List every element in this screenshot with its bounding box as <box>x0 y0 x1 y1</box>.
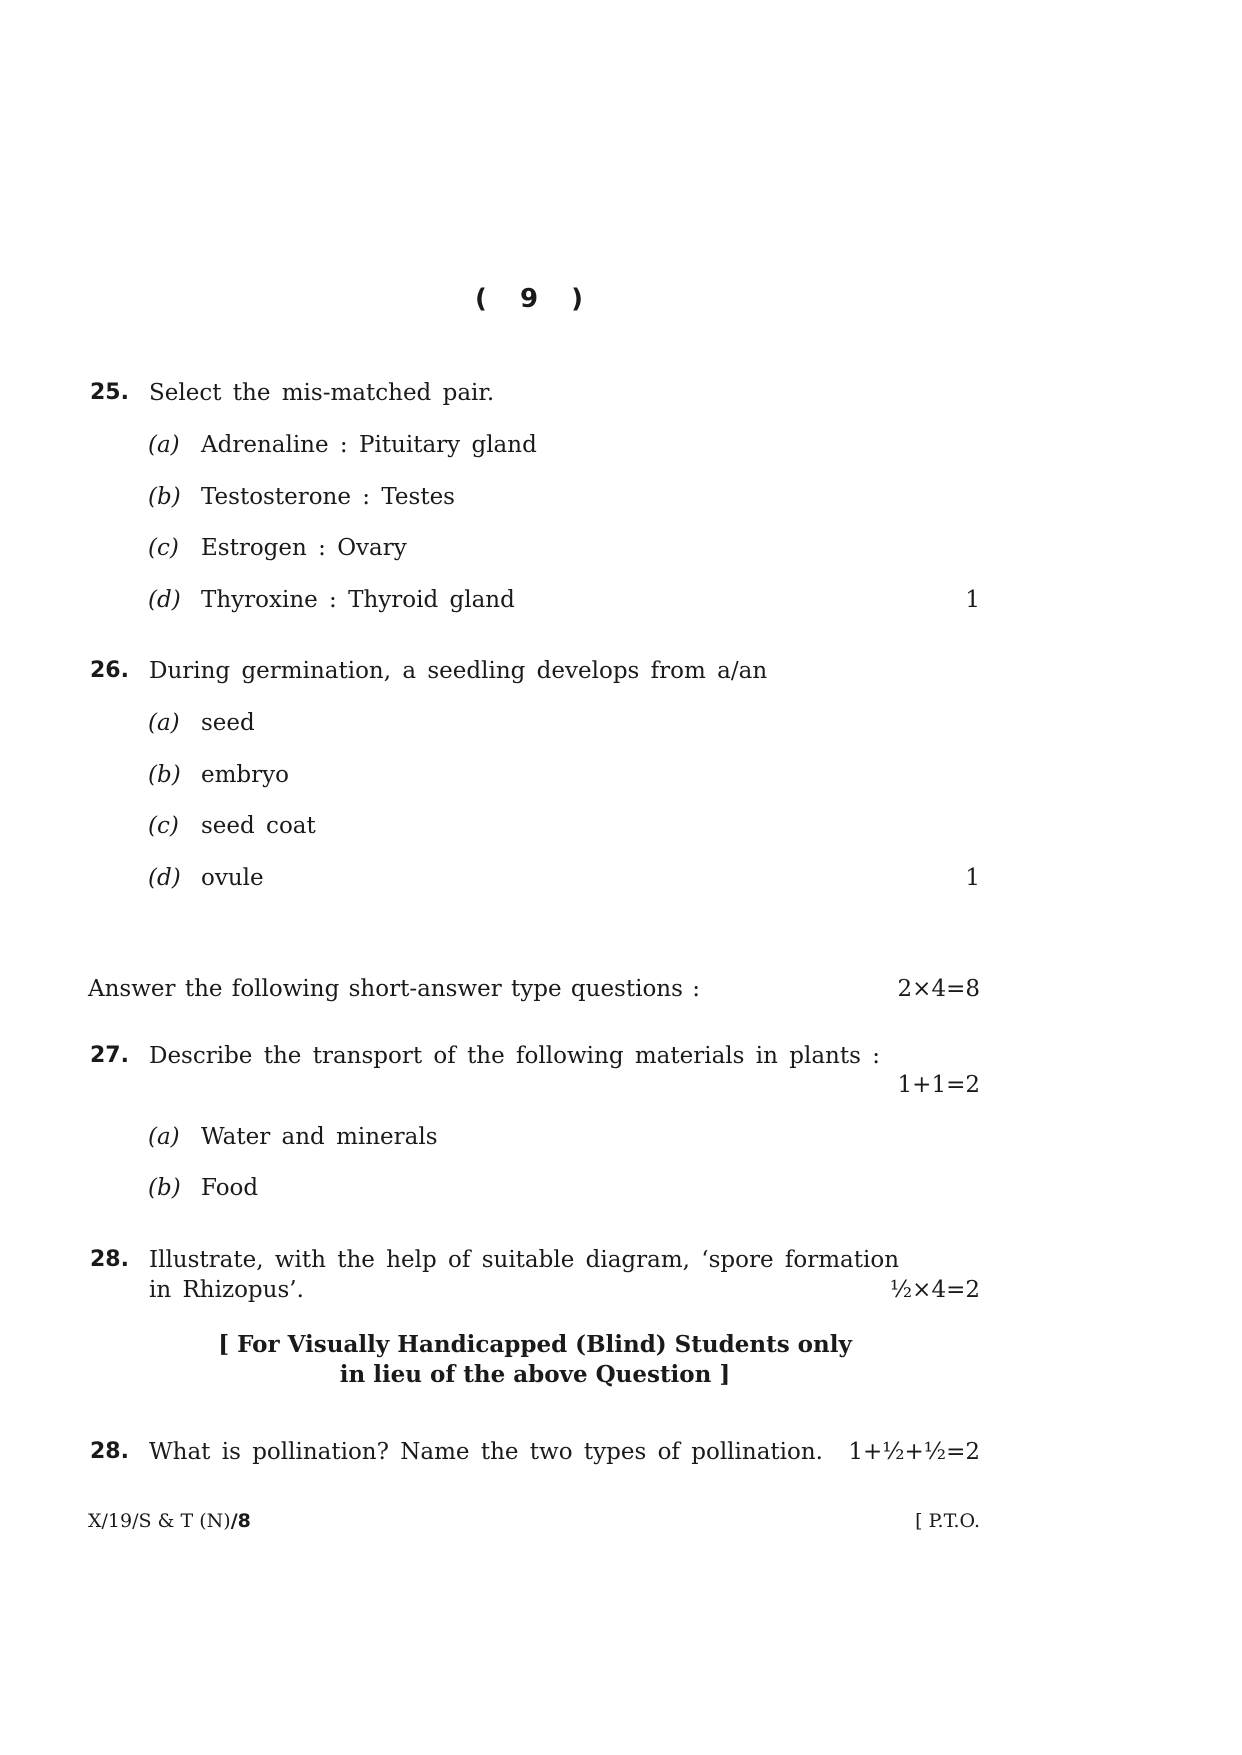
paper-code-suffix: /8 <box>230 1510 251 1532</box>
option-text: Food <box>201 1175 259 1201</box>
option-label: (b) <box>148 484 181 510</box>
option-label: (a) <box>148 710 180 736</box>
section-marks: 2×4=8 <box>897 976 980 1002</box>
option-a <box>148 1122 438 1152</box>
option-c <box>148 533 407 563</box>
marks: 1+½+½=2 <box>848 1439 980 1465</box>
question-27 <box>90 1041 980 1071</box>
notice-line2: in lieu of the above Question ] <box>339 1361 731 1388</box>
question-26 <box>90 656 980 686</box>
section-instruction: Answer the following short-answer type questions : <box>88 976 700 1002</box>
option-text: ovule <box>201 865 264 891</box>
question-text: Describe the transport of the following materials in plants : <box>149 1043 880 1069</box>
option-text: Testosterone : Testes <box>201 484 455 510</box>
option-a <box>148 708 255 738</box>
question-text: During germination, a seedling develops from a/an <box>149 658 768 684</box>
question-28-alternate <box>90 1437 980 1467</box>
option-c <box>148 811 316 841</box>
question-number: 28. <box>90 1439 129 1464</box>
option-label: (b) <box>148 1175 181 1201</box>
option-text: Water and minerals <box>201 1124 438 1150</box>
option-d <box>148 863 264 893</box>
option-label: (a) <box>148 432 180 458</box>
paper-code-text: X/19/S & T (N) <box>88 1510 231 1532</box>
question-number: 27. <box>90 1043 129 1068</box>
option-a <box>148 430 537 460</box>
option-label: (a) <box>148 1124 180 1150</box>
option-text: embryo <box>201 762 289 788</box>
question-number: 25. <box>90 380 129 405</box>
notice-line1: [ For Visually Handicapped (Blind) Students only <box>218 1331 852 1358</box>
option-d <box>148 585 515 615</box>
marks: 1 <box>965 587 980 613</box>
question-28 <box>90 1245 980 1305</box>
marks: ½×4=2 <box>889 1277 980 1303</box>
question-25 <box>90 378 980 408</box>
marks: 1 <box>965 865 980 891</box>
pto-note: [ P.T.O. <box>915 1510 980 1532</box>
option-text: Adrenaline : Pituitary gland <box>201 432 537 458</box>
question-number: 26. <box>90 658 129 683</box>
option-b <box>148 482 455 512</box>
marks: 1+1=2 <box>897 1072 980 1098</box>
option-label: (b) <box>148 762 181 788</box>
option-text: Thyroxine : Thyroid gland <box>201 587 515 613</box>
option-label: (d) <box>148 587 181 613</box>
question-text-line2: in Rhizopus’. <box>149 1277 304 1303</box>
option-text: seed coat <box>201 813 316 839</box>
paper-code <box>88 1508 251 1534</box>
question-text: What is pollination? Name the two types of pollination. <box>149 1439 823 1465</box>
question-text-line1: Illustrate, with the help of suitable diagram, ‘spore formation <box>149 1247 900 1273</box>
question-text: Select the mis-matched pair. <box>149 380 495 406</box>
question-number: 28. <box>90 1247 129 1272</box>
option-label: (c) <box>148 813 179 839</box>
option-label: (d) <box>148 865 181 891</box>
page-number: ( 9 ) <box>475 284 595 314</box>
option-b <box>148 1173 258 1203</box>
option-text: Estrogen : Ovary <box>201 535 407 561</box>
option-b <box>148 760 289 790</box>
option-label: (c) <box>148 535 179 561</box>
option-text: seed <box>201 710 255 736</box>
